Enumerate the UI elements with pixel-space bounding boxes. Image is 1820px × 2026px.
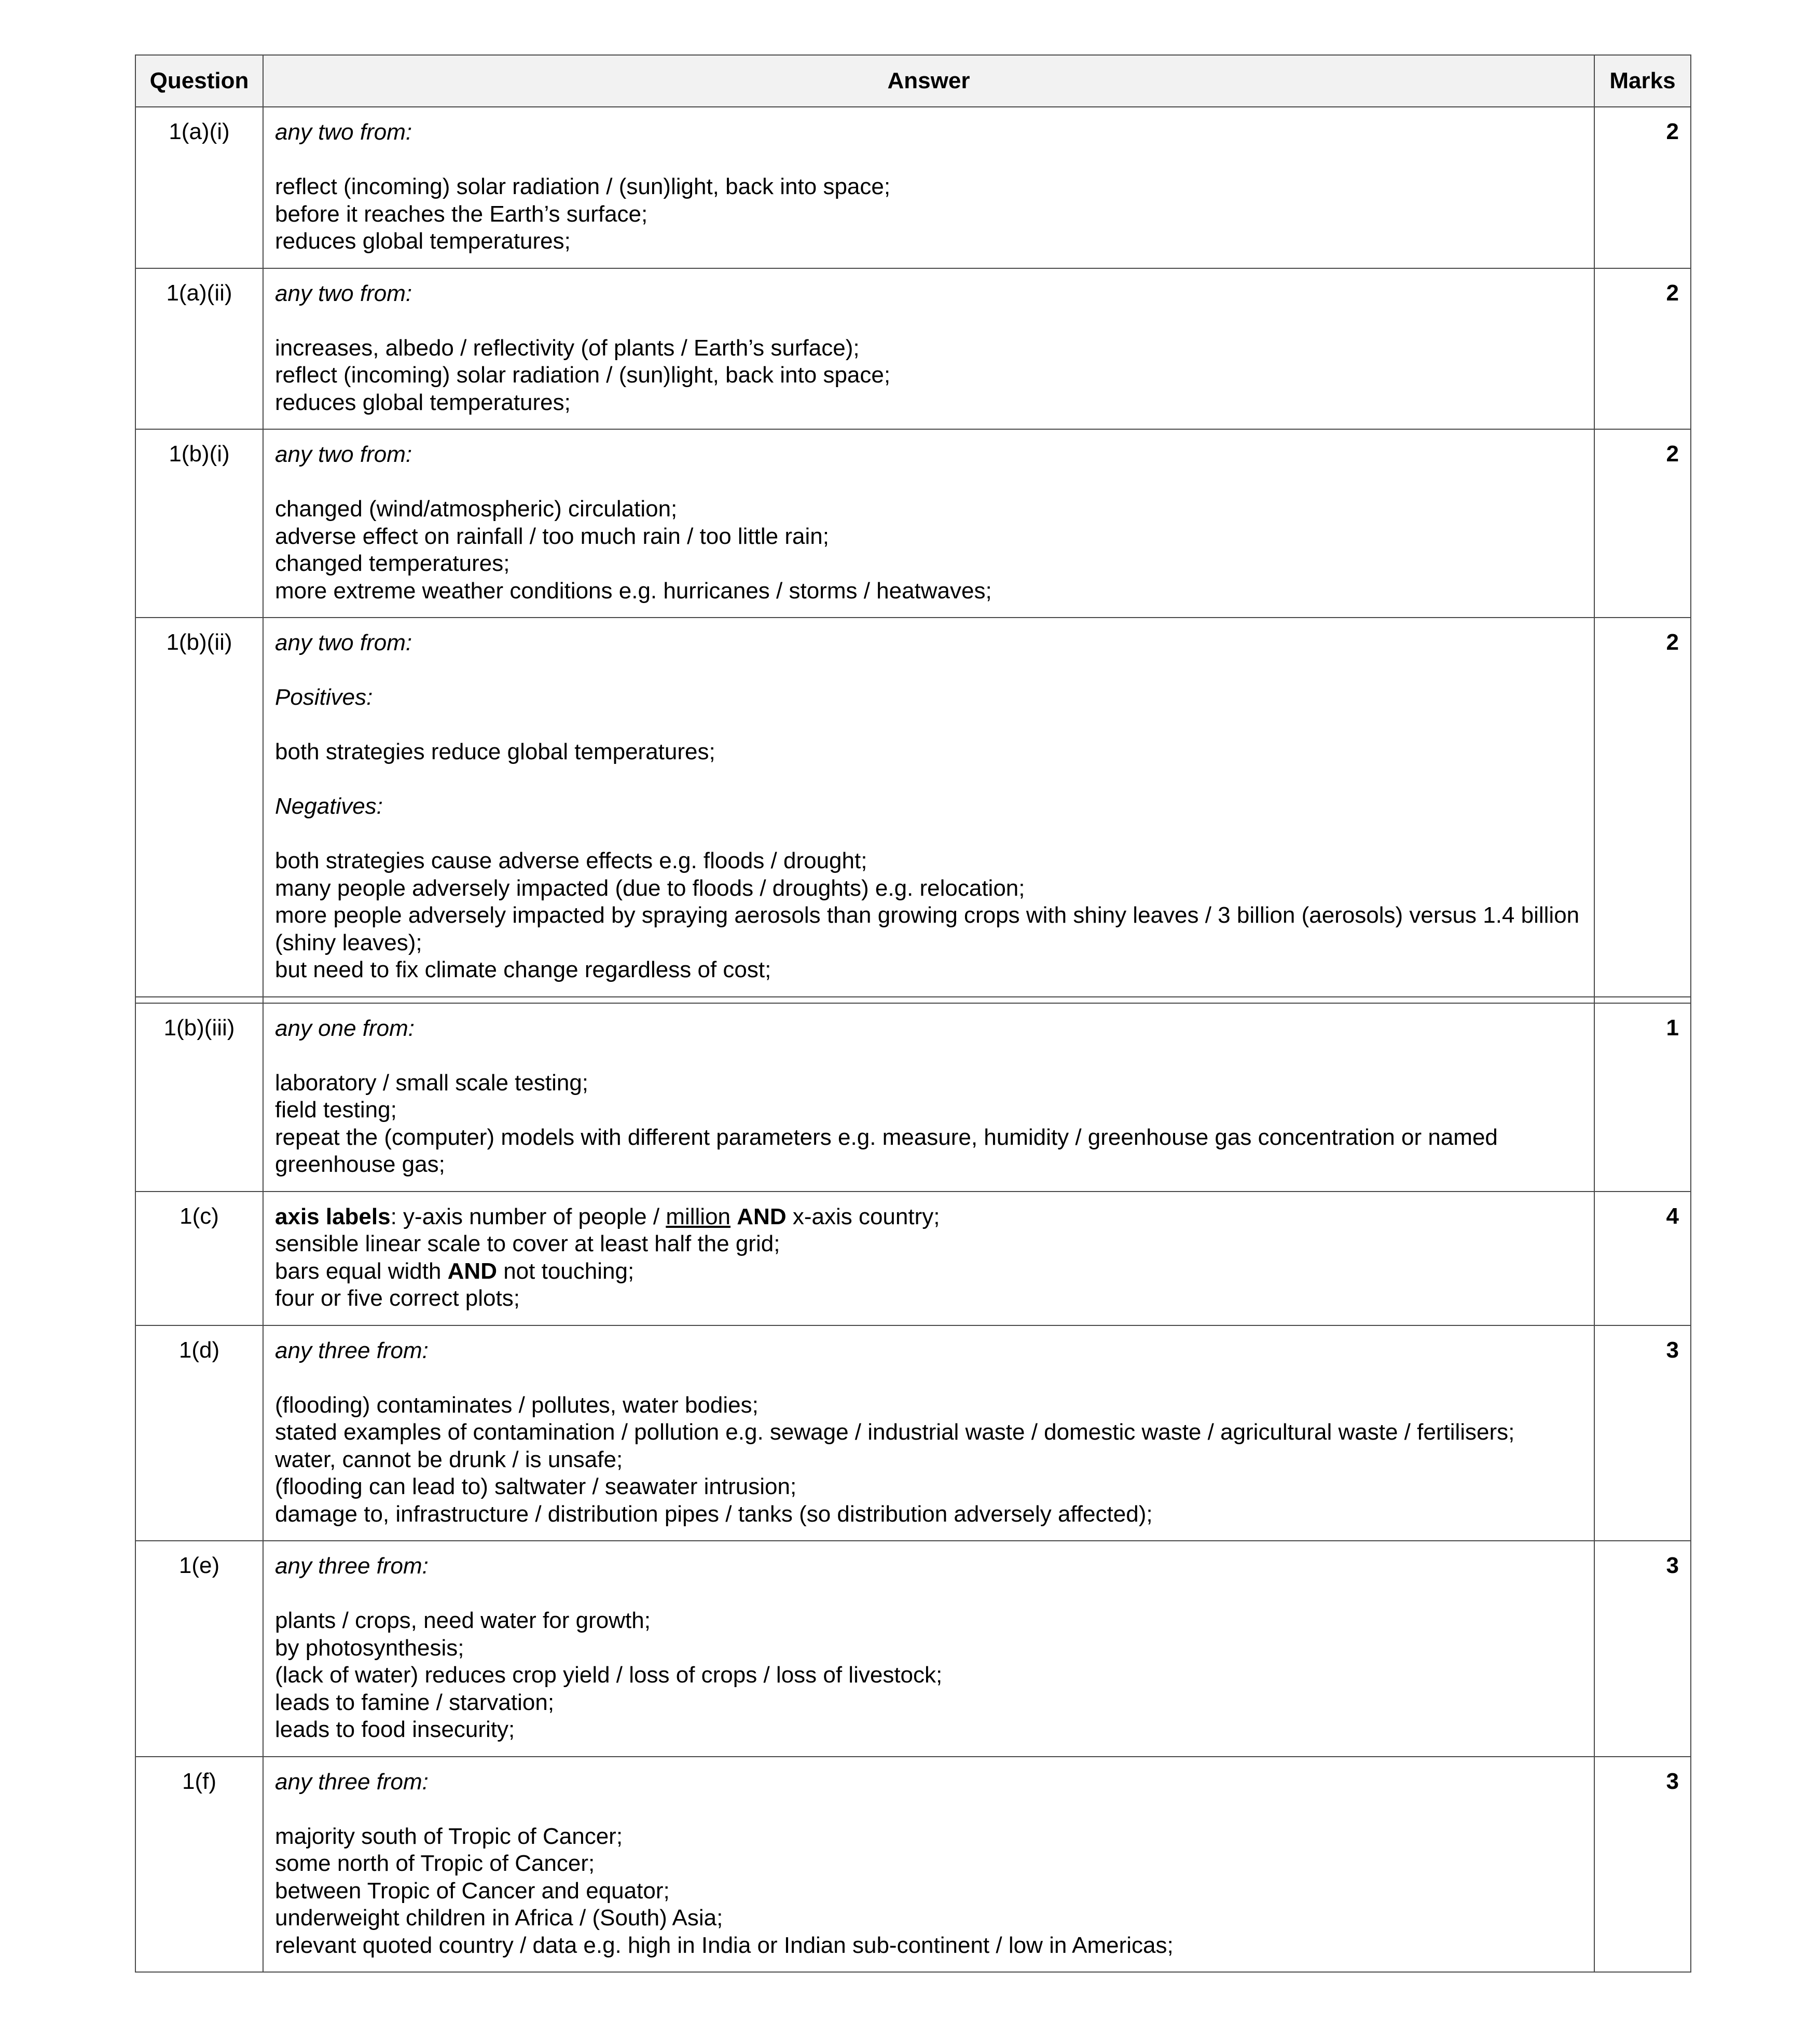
answer-instruction: any three from: (275, 1769, 429, 1795)
answer-line: both strategies reduce global temperatures; (275, 739, 715, 764)
marks-value: 3 (1594, 1757, 1691, 1973)
blank-line (275, 146, 1583, 174)
answer-instruction: any two from: (275, 280, 412, 306)
answer-line: stated examples of contamination / pollution e.g. sewage / industrial waste / domestic waste / agricultural waste / fertilisers; (275, 1419, 1515, 1445)
question-number: 1(b)(iii) (135, 1003, 263, 1192)
answer-instruction: Positives: (275, 685, 373, 710)
answer-text: bars equal width (275, 1258, 448, 1284)
table-row (135, 1541, 1691, 1757)
answer-text (730, 1204, 737, 1229)
question-number: 1(f) (135, 1757, 263, 1973)
answer-line: between Tropic of Cancer and equator; (275, 1878, 670, 1904)
answer-line: many people adversely impacted (due to floods / droughts) e.g. relocation; (275, 875, 1025, 901)
answer-line: reduces global temperatures; (275, 389, 571, 415)
answer-instruction: any three from: (275, 1337, 429, 1363)
marks-value: 3 (1594, 1325, 1691, 1541)
answer-line: both strategies cause adverse effects e.g. floods / drought; (275, 848, 867, 873)
answer-line: before it reaches the Earth’s surface; (275, 201, 648, 227)
table-row (135, 1757, 1691, 1973)
answer-bold-text: AND (737, 1203, 787, 1229)
answer-cell (263, 1541, 1594, 1757)
blank-line (275, 820, 1583, 848)
answer-line: (flooding) contaminates / pollutes, water bodies; (275, 1392, 759, 1418)
answer-line: plants / crops, need water for growth; (275, 1608, 651, 1633)
answer-column-header: Answer (263, 55, 1594, 107)
blank-line (275, 307, 1583, 335)
mark-scheme-table (135, 54, 1691, 1973)
table-row (135, 429, 1691, 618)
table-row (135, 1192, 1691, 1325)
answer-line (275, 1203, 1583, 1231)
answer-instruction: any two from: (275, 119, 412, 145)
answer-line: damage to, infrastructure / distribution pipes / tanks (so distribution adversely affected); (275, 1501, 1153, 1527)
answer-line: field testing; (275, 1097, 397, 1122)
answer-cell (263, 1325, 1594, 1541)
marks-value: 2 (1594, 618, 1691, 997)
answer-bold-text: AND (447, 1258, 497, 1284)
table-row (135, 107, 1691, 268)
table-row (135, 618, 1691, 997)
answer-line: (lack of water) reduces crop yield / loss of crops / loss of livestock; (275, 1662, 943, 1688)
answer-instruction: any one from: (275, 1015, 415, 1041)
marks-value: 4 (1594, 1192, 1691, 1325)
divider-cell (263, 997, 1594, 1003)
answer-instruction: Negatives: (275, 793, 383, 819)
answer-line: more people adversely impacted by spraying aerosols than growing crops with shiny leaves / 3 billion (aerosols) versus 1.4 billion (shiny leaves); (275, 902, 1580, 955)
question-number: 1(b)(ii) (135, 618, 263, 997)
table-row (135, 1325, 1691, 1541)
answer-line: reflect (incoming) solar radiation / (sun)light, back into space; (275, 174, 891, 199)
answer-cell (263, 618, 1594, 997)
answer-line: majority south of Tropic of Cancer; (275, 1823, 623, 1849)
answer-line (275, 1258, 1583, 1285)
blank-line (275, 766, 1583, 793)
question-number: 1(b)(i) (135, 429, 263, 618)
answer-line: underweight children in Africa / (South) Asia; (275, 1905, 723, 1931)
table-header-row (135, 55, 1691, 107)
question-number: 1(a)(i) (135, 107, 263, 268)
answer-cell (263, 429, 1594, 618)
question-number: 1(e) (135, 1541, 263, 1757)
answer-line: but need to fix climate change regardless of cost; (275, 957, 771, 982)
marks-value: 3 (1594, 1541, 1691, 1757)
marks-value: 2 (1594, 107, 1691, 268)
blank-line (275, 1580, 1583, 1608)
divider-cell (135, 997, 263, 1003)
answer-cell (263, 107, 1594, 268)
answer-line: more extreme weather conditions e.g. hurricanes / storms / heatwaves; (275, 578, 992, 604)
answer-line: increases, albedo / reflectivity (of plants / Earth’s surface); (275, 335, 860, 361)
answer-line: some north of Tropic of Cancer; (275, 1851, 595, 1876)
answer-line: changed (wind/atmospheric) circulation; (275, 496, 678, 522)
answer-text: : y-axis number of people / (390, 1203, 666, 1229)
answer-line: adverse effect on rainfall / too much rain / too little rain; (275, 523, 829, 549)
blank-line (275, 1042, 1583, 1070)
answer-instruction: any two from: (275, 630, 412, 655)
table-row (135, 268, 1691, 430)
answer-text: not touching; (497, 1258, 635, 1284)
answer-line: sensible linear scale to cover at least half the grid; (275, 1231, 780, 1256)
answer-cell (263, 1003, 1594, 1192)
blank-line (275, 469, 1583, 496)
answer-line: water, cannot be drunk / is unsafe; (275, 1446, 623, 1472)
answer-text: x-axis country; (786, 1203, 940, 1229)
answer-line: reduces global temperatures; (275, 228, 571, 254)
question-column-header: Question (135, 55, 263, 107)
divider-cell (1594, 997, 1691, 1003)
answer-line: leads to famine / starvation; (275, 1689, 555, 1715)
blank-line (275, 657, 1583, 685)
answer-cell (263, 1757, 1594, 1973)
marks-column-header: Marks (1594, 55, 1691, 107)
answer-bold-text: axis labels (275, 1203, 391, 1229)
marks-value: 1 (1594, 1003, 1691, 1192)
answer-line: leads to food insecurity; (275, 1717, 515, 1742)
table-body (135, 107, 1691, 1972)
question-number: 1(d) (135, 1325, 263, 1541)
answer-line: reflect (incoming) solar radiation / (sun)light, back into space; (275, 362, 891, 388)
answer-cell (263, 1192, 1594, 1325)
blank-line (275, 711, 1583, 739)
answer-line: changed temperatures; (275, 551, 510, 576)
question-number: 1(a)(ii) (135, 268, 263, 430)
marks-value: 2 (1594, 429, 1691, 618)
answer-line: four or five correct plots; (275, 1285, 520, 1311)
table-row (135, 1003, 1691, 1192)
answer-instruction: any three from: (275, 1553, 429, 1579)
blank-line (275, 1364, 1583, 1392)
answer-line: by photosynthesis; (275, 1635, 464, 1661)
page-split-divider (135, 997, 1691, 1003)
answer-line: (flooding can lead to) saltwater / seawater intrusion; (275, 1474, 797, 1499)
answer-line: relevant quoted country / data e.g. high in India or Indian sub-continent / low in Americas; (275, 1932, 1174, 1958)
answer-instruction: any two from: (275, 442, 412, 467)
marks-value: 2 (1594, 268, 1691, 430)
answer-line: repeat the (computer) models with different parameters e.g. measure, humidity / greenhouse gas concentration or named greenhouse gas; (275, 1124, 1498, 1177)
question-number: 1(c) (135, 1192, 263, 1325)
answer-underline-text: million (666, 1203, 731, 1229)
answer-line: laboratory / small scale testing; (275, 1070, 589, 1096)
blank-line (275, 1796, 1583, 1823)
answer-cell (263, 268, 1594, 430)
